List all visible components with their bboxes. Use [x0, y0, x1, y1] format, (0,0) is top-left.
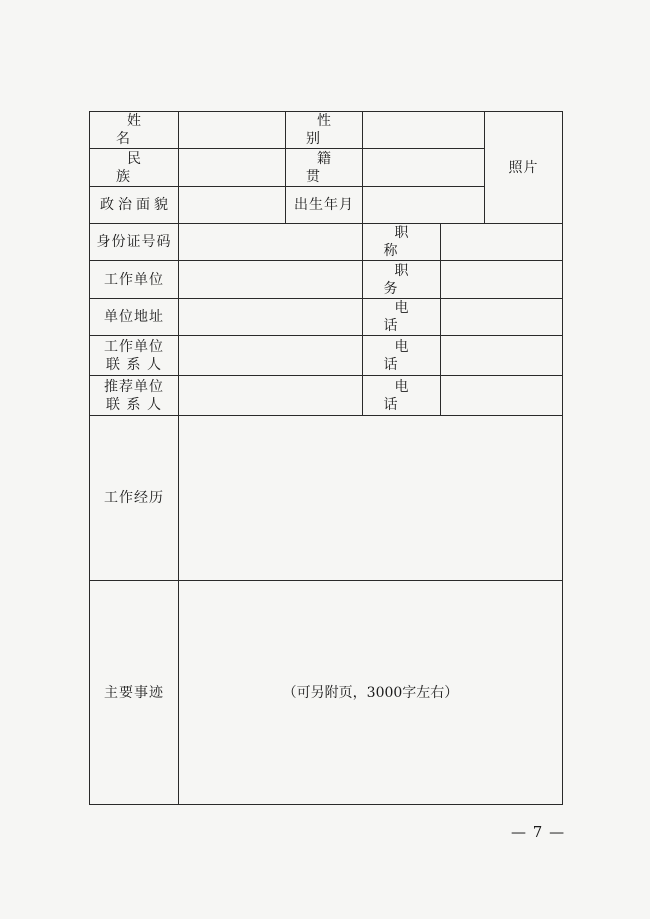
ethnicity-label: 民 族: [90, 149, 179, 187]
title-field[interactable]: [441, 224, 563, 261]
work-contact-label: [90, 336, 179, 376]
native-place-label: 籍贯: [286, 149, 363, 187]
phone-label-1: 电话: [363, 299, 441, 336]
row-work-unit: [90, 261, 563, 299]
id-number-label: 身份证号码: [90, 224, 179, 261]
position-label: 职务: [363, 261, 441, 299]
phone-label-2: 电话: [363, 336, 441, 376]
row-main-deeds: [90, 581, 563, 805]
work-history-label: 工作经历: [90, 416, 179, 581]
row-name: [90, 112, 563, 149]
title-label: 职称: [363, 224, 441, 261]
gender-label: 性别: [286, 112, 363, 149]
main-deeds-label: 主要事迹: [90, 581, 179, 805]
row-id-number: [90, 224, 563, 261]
recommend-contact-label-line2: 联 系 人: [106, 396, 162, 413]
work-contact-label-line2: 联 系 人: [106, 356, 162, 373]
row-unit-address: [90, 299, 563, 336]
row-work-contact: [90, 336, 563, 376]
photo-box[interactable]: 照片: [485, 112, 563, 224]
phone-field-2[interactable]: [441, 336, 563, 376]
application-form-table: [89, 111, 563, 805]
main-deeds-field[interactable]: [179, 581, 563, 805]
work-history-field[interactable]: [179, 416, 563, 581]
row-recommend-contact: [90, 376, 563, 416]
row-work-history: [90, 416, 563, 581]
gender-field[interactable]: [363, 112, 485, 149]
name-label: 姓 名: [90, 112, 179, 149]
recommend-contact-field[interactable]: [179, 376, 363, 416]
main-deeds-note: （可另附页，3000字左右）: [282, 684, 459, 701]
work-contact-field[interactable]: [179, 336, 363, 376]
native-place-field[interactable]: [363, 149, 485, 187]
unit-address-field[interactable]: [179, 299, 363, 336]
work-unit-label: 工作单位: [90, 261, 179, 299]
id-number-field[interactable]: [179, 224, 363, 261]
page-number: — 7 —: [511, 823, 566, 841]
unit-address-label: 单位地址: [90, 299, 179, 336]
birth-date-field[interactable]: [363, 187, 485, 224]
phone-label-3: 电话: [363, 376, 441, 416]
position-field[interactable]: [441, 261, 563, 299]
recommend-contact-label-line1: 推荐单位: [104, 378, 164, 395]
work-contact-label-line1: 工作单位: [104, 338, 164, 355]
work-unit-field[interactable]: [179, 261, 363, 299]
political-status-field[interactable]: [179, 187, 286, 224]
political-status-label: 政治面貌: [90, 187, 179, 224]
phone-field-1[interactable]: [441, 299, 563, 336]
phone-field-3[interactable]: [441, 376, 563, 416]
recommend-contact-label: [90, 376, 179, 416]
birth-date-label: 出生年月: [286, 187, 363, 224]
